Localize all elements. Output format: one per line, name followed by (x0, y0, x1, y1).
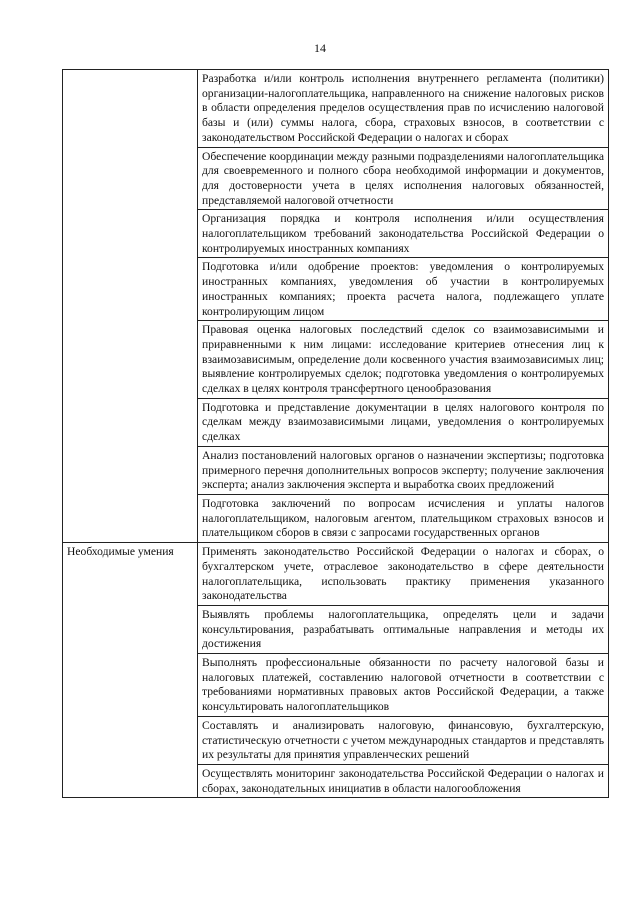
skill-item: Применять законодательство Российской Федерации о налогах и сборах, о бухгалтерском учете, отраслевое законодательство в сфере деятельности налогоплательщика, использовать практику применения указанного законодательства (198, 543, 609, 606)
labor-action-item: Подготовка и/или одобрение проектов: уведомления о контролируемых иностранных компаниях, уведомления об участии в контролируемых иностранных компаниях; проекта расчета налога, подлежащего уплате контролирующим лицом (198, 258, 609, 321)
competency-table (62, 69, 609, 798)
labor-actions-label-cell (63, 70, 198, 543)
labor-actions-continued (63, 70, 609, 543)
table-row (63, 543, 609, 606)
labor-action-item: Анализ постановлений налоговых органов о назначении экспертизы; подготовка примерного перечня дополнительных вопросов эксперту; получение заключения эксперта; анализ заключения эксперта и выработка своих предложений (198, 446, 609, 494)
labor-action-item: Обеспечение координации между разными подразделениями налогоплательщика для своевременного и полного сбора необходимой информации и документов, для достоверности учета в целях исполнения налоговых обязанностей, представляемой налоговой отчетности (198, 147, 609, 210)
table-row (63, 70, 609, 148)
labor-action-item: Разработка и/или контроль исполнения внутреннего регламента (политики) организации-налогоплательщика, направленного на снижение налоговых рисков в области определения пределов осуществления прав по исчислению налоговой базы и (или) суммы налога, сбора, страховых взносов, в соответствии с законодательством Российской Федерации о налогах и сборах (198, 70, 609, 148)
skill-item: Выполнять профессиональные обязанности по расчету налоговой базы и налоговых платежей, составлению налоговой отчетности в соответствии с требованиями нормативных правовых актов Российской Федерации, а также консультировать налогоплательщиков (198, 654, 609, 717)
labor-action-item: Организация порядка и контроля исполнения и/или осуществления налогоплательщиком требований законодательства Российской Федерации о контролируемых иностранных компаниях (198, 210, 609, 258)
labor-action-item: Правовая оценка налоговых последствий сделок со взаимозависимыми и приравненными к ним лицами: исследование критериев отнесения лиц к взаимозависимым, определение доли косвенного участия взаимозависимых лиц; выявление контролируемых сделок; подготовка уведомления о контролируемых сделках в целях контроля трансфертного ценообразования (198, 321, 609, 399)
page-number: 14 (314, 41, 326, 55)
labor-action-item: Подготовка заключений по вопросам исчисления и уплаты налогов налогоплательщиком, налоговым агентом, плательщиком страховых взносов и плательщиком сборов в связи с запросами государственных органов (198, 494, 609, 542)
required-skills-label: Необходимые умения (63, 543, 198, 798)
labor-action-item: Подготовка и представление документации в целях налогового контроля по сделкам между взаимозависимыми лицами, уведомления о контролируемых сделках (198, 398, 609, 446)
skill-item: Осуществлять мониторинг законодательства Российской Федерации о налогах и сборах, законодательных инициатив в области налогообложения (198, 764, 609, 797)
skill-item: Составлять и анализировать налоговую, финансовую, бухгалтерскую, статистическую отчетности с учетом международных стандартов и представлять их результаты для принятия управленческих решений (198, 716, 609, 764)
required-skills-section (63, 543, 609, 798)
skill-item: Выявлять проблемы налогоплательщика, определять цели и задачи консультирования, разрабатывать оптимальные направления и методы их достижения (198, 605, 609, 653)
